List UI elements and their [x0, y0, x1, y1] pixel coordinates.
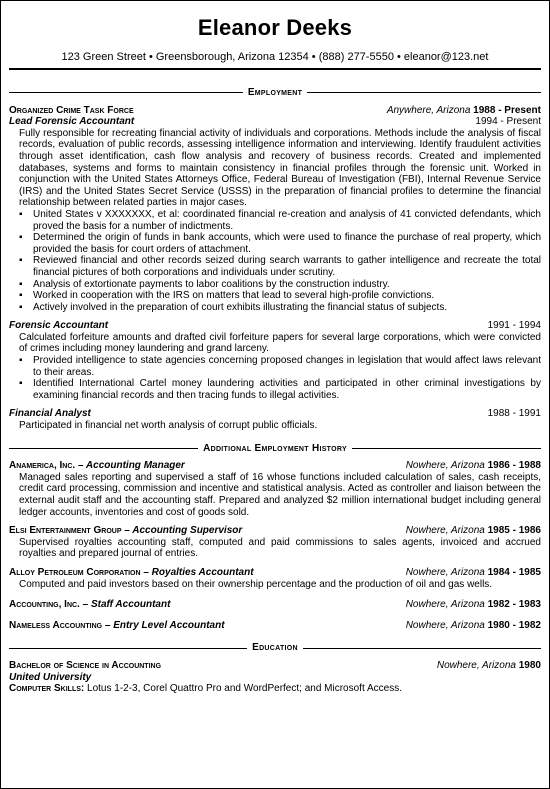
history-dates: 1984 - 1985 — [487, 566, 541, 578]
section-rule-right — [352, 448, 541, 449]
section-title: Education — [252, 642, 298, 654]
history-location-dates — [406, 460, 541, 472]
employer-dates: 1988 - Present — [473, 104, 541, 116]
history-title: Royalties Accountant — [151, 566, 254, 578]
history-dates: 1985 - 1986 — [487, 525, 541, 537]
section-rule-right — [303, 648, 541, 649]
skills-text: Lotus 1-2-3, Corel Quattro Pro and WordPerfect; and Microsoft Access. — [84, 683, 402, 695]
education-location-year — [437, 660, 541, 672]
history-dates: 1980 - 1982 — [487, 619, 541, 631]
job-bullets — [9, 355, 541, 401]
degree: Bachelor of Science in Accounting — [9, 659, 162, 671]
history-employer-title — [9, 620, 225, 632]
history-location-dates — [406, 525, 541, 537]
job-dates: 1991 - 1994 — [487, 320, 541, 332]
history-dates: 1982 - 1983 — [487, 599, 541, 611]
header-rule — [9, 68, 541, 70]
education-location: Nowhere, Arizona — [436, 659, 516, 671]
history-title: Staff Accountant — [90, 599, 171, 611]
history-description: Supervised royalties accounting staff, computed and paid commissions to sales agents, invoiced and accrued royalties and prepared journal of entries. — [19, 536, 541, 560]
history-row — [9, 460, 541, 472]
history-employer-title — [9, 525, 242, 537]
section-header-employment — [9, 87, 541, 99]
skills-label: Computer Skills: — [9, 683, 85, 695]
job-title-row — [9, 116, 541, 128]
job-description: Calculated forfeiture amounts and drafted civil forfeiture papers for several large corporations, which were convicted of crimes including money laundering and grand larceny. — [19, 331, 541, 355]
job-bullets — [9, 209, 541, 313]
bullet-icon: ▪ — [19, 355, 23, 367]
history-employer: Nameless Accounting — [9, 619, 103, 631]
job-title: Lead Forensic Accountant — [9, 116, 135, 128]
bullet-text: Identified International Cartel money laundering activities and participated in other criminal investigations by examining financial records and then tracing funds to illegal activities. — [33, 378, 541, 401]
job-title-row — [9, 408, 541, 420]
employer-location: Anywhere, Arizona — [386, 104, 471, 116]
history-dates: 1986 - 1988 — [487, 460, 541, 472]
history-location: Nowhere, Arizona — [405, 460, 485, 472]
history-description: Computed and paid investors based on their ownership percentage and the production of oil and gas wells. — [19, 578, 493, 590]
school-name: United University — [9, 671, 92, 683]
history-location: Nowhere, Arizona — [405, 599, 485, 611]
history-employer-title — [9, 599, 170, 611]
bullet-item — [19, 232, 541, 255]
education-row — [9, 660, 541, 672]
job-title: Financial Analyst — [9, 408, 91, 420]
history-title: Entry Level Accountant — [113, 619, 225, 631]
history-title: Accounting Manager — [85, 460, 185, 472]
employer-name: Organized Crime Task Force — [9, 104, 134, 116]
history-location: Nowhere, Arizona — [405, 619, 485, 631]
education-year: 1980 — [518, 659, 541, 671]
bullet-text: Analysis of extortionate payments to labor coalitions by the construction industry. — [33, 278, 390, 290]
history-location-dates — [406, 599, 541, 611]
bullet-icon: ▪ — [19, 255, 23, 267]
employer-location-dates — [387, 105, 541, 117]
bullet-item — [19, 302, 541, 314]
history-row — [9, 620, 541, 632]
history-separator: – — [79, 599, 91, 611]
section-header-education — [9, 642, 541, 654]
section-title: Employment — [247, 87, 303, 98]
bullet-icon: ▪ — [19, 232, 23, 244]
job-title: Forensic Accountant — [9, 320, 109, 332]
bullet-text: Actively involved in the preparation of court exhibits illustrating the financial status of subjects. — [33, 301, 448, 313]
history-employer: Anamerica, Inc. — [9, 460, 76, 472]
history-separator: – — [140, 566, 152, 578]
bullet-item — [19, 209, 541, 232]
job-description: Fully responsible for recreating financial activity of individuals and corporations. Methods include the analysis of fiscal records, evaluation of public records, assessing intelligence information and interviewing. Identify fraudulent activities through asset identification, cash flow analysis and recovery of business records. Created and implemented databases, systems and forms to maintain consistency in financial profiles through the forensic unit. Worked in conjunction with the United States Attorneys Office, Federal Bureau of Investigation (FBI), Internal Revenue Service (IRS) and the United States Secret Service (USSS) in the preparation of financial profiles to determine the financial relationship between related parties in major cases. — [19, 127, 541, 209]
bullet-text: Provided intelligence to state agencies concerning proposed changes in legislation that would affect laws relevant to their areas. — [33, 355, 541, 378]
section-title: Additional Employment History — [203, 442, 347, 454]
bullet-icon: ▪ — [19, 278, 23, 290]
computer-skills — [9, 683, 541, 695]
bullet-item — [19, 279, 541, 291]
history-employer: Alloy Petroleum Corporation — [9, 566, 141, 578]
history-employer-title — [9, 460, 185, 472]
history-location-dates — [406, 567, 541, 579]
bullet-text: Determined the origin of funds in bank accounts, which were used to finance the purchase of real property, which provided the basis for court orders of attachment. — [33, 232, 541, 255]
history-separator: – — [121, 525, 133, 537]
job-title-row — [9, 320, 541, 332]
bullet-item — [19, 290, 541, 302]
bullet-text: Worked in cooperation with the IRS on matters that lead to several high-profile convictions. — [33, 290, 435, 302]
history-row — [9, 567, 541, 579]
history-employer-title — [9, 567, 254, 579]
history-title: Accounting Supervisor — [132, 525, 243, 537]
history-description: Managed sales reporting and supervised a staff of 16 whose functions included calculation of sales, cash receipts, credit card processing, commission and incentive and statistical analysis. Acted as controller and liaison between the external audit staff and the accounting staff. Prepared and analyzed $2 million international budget including general ledger accounts, inventories and cost of goods sold. — [19, 471, 541, 518]
history-row — [9, 599, 541, 611]
history-employer: Accounting, Inc. — [9, 599, 80, 611]
section-rule-left — [9, 92, 243, 93]
history-location-dates — [406, 620, 541, 632]
contact-line: 123 Green Street • Greensborough, Arizona 12354 • (888) 277-5550 • eleanor@123.net — [61, 51, 489, 63]
bullet-icon: ▪ — [19, 301, 23, 313]
bullet-icon: ▪ — [19, 290, 23, 302]
section-rule-left — [9, 448, 198, 449]
candidate-name: Eleanor Deeks — [197, 15, 353, 40]
bullet-text: United States v XXXXXXX, et al: coordinated financial re-creation and analysis of 41 convicted defendants, which proved the basis for a number of indictments. — [33, 208, 541, 232]
resume-content — [9, 85, 541, 695]
history-location: Nowhere, Arizona — [405, 525, 485, 537]
history-separator: – — [102, 619, 114, 631]
bullet-icon: ▪ — [19, 378, 23, 390]
bullet-text: Reviewed financial and other records seized during search warrants to gather intelligence and recreate the total financial pictures of both corporations and individuals under scrutiny. — [33, 255, 541, 278]
section-header-additional — [9, 443, 541, 455]
history-location: Nowhere, Arizona — [405, 566, 485, 578]
bullet-item — [19, 378, 541, 401]
bullet-icon: ▪ — [19, 208, 23, 220]
bullet-item — [19, 355, 541, 378]
history-row — [9, 525, 541, 537]
history-separator: – — [75, 460, 86, 472]
job-dates: 1994 - Present — [475, 116, 541, 128]
job-description: Participated in financial net worth analysis of corrupt public officials. — [19, 420, 318, 432]
section-rule-right — [307, 92, 541, 93]
employer-row — [9, 105, 541, 117]
section-rule-left — [9, 648, 247, 649]
job-dates: 1988 - 1991 — [487, 408, 541, 420]
bullet-item — [19, 255, 541, 278]
history-employer: Elsi Entertainment Group — [9, 525, 122, 537]
